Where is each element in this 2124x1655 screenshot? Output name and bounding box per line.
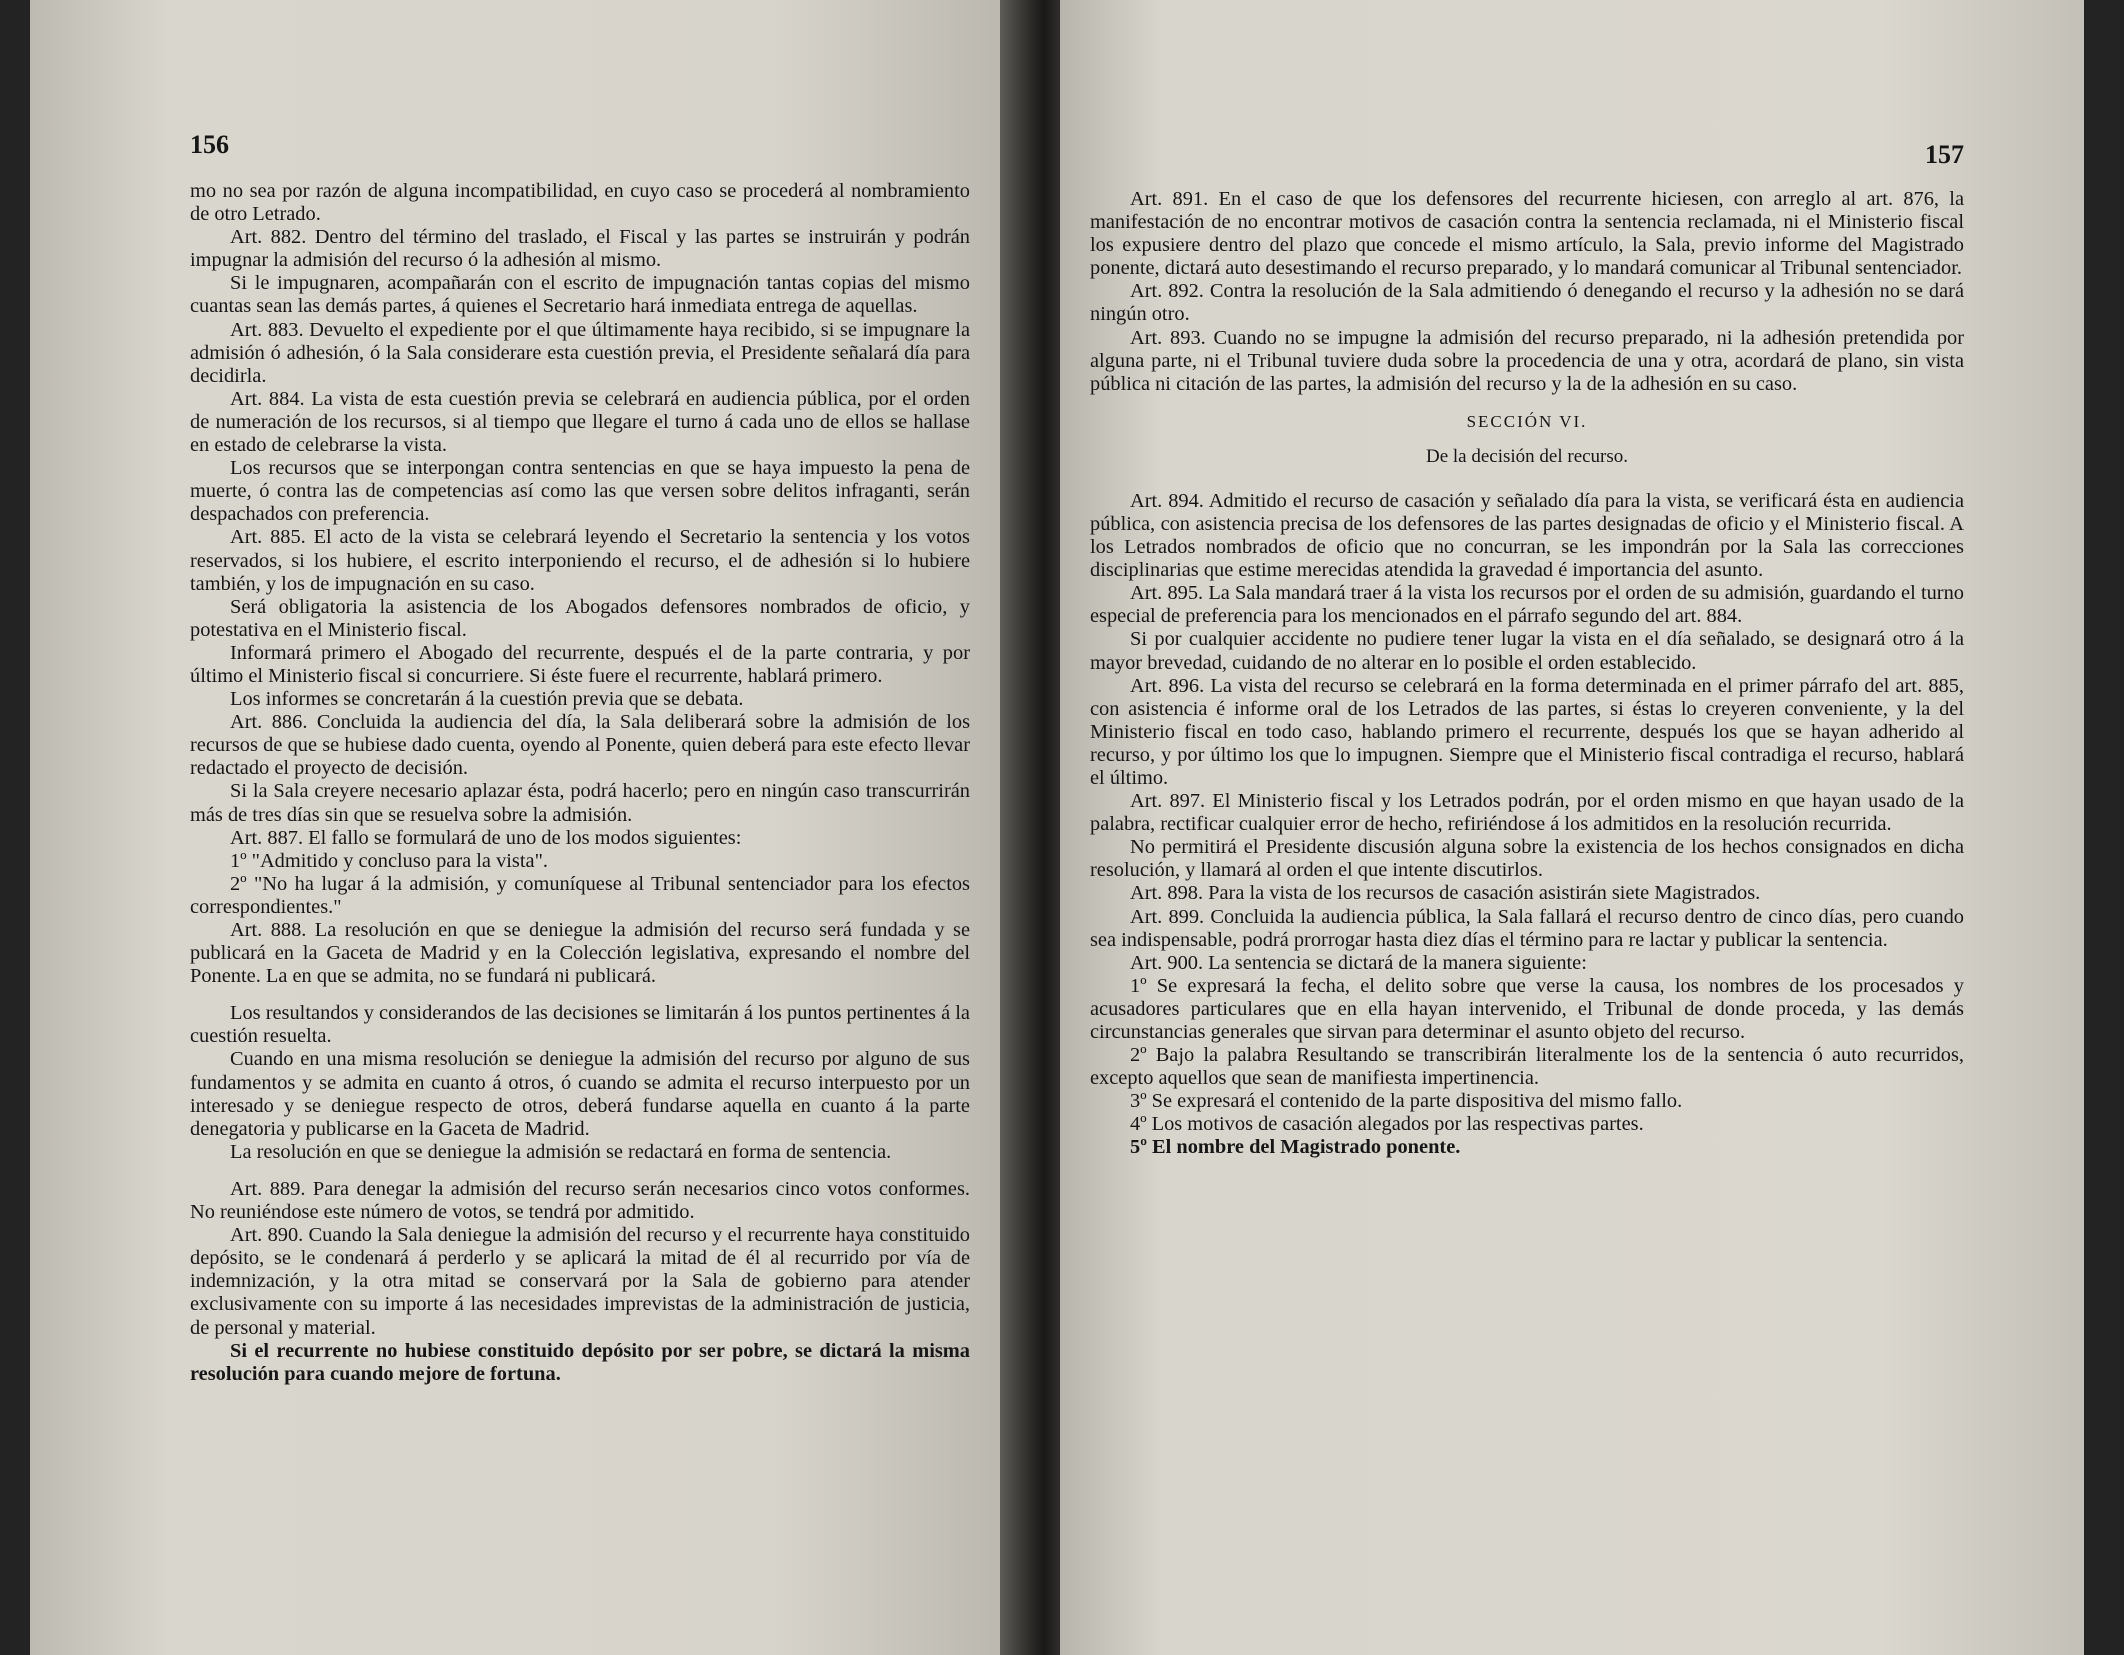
paragraph: Art. 886. Concluida la audiencia del día, la Sala deliberará sobre la admisión de los recursos de que se hubiese dado cuenta, oyendo al Ponente, quien deberá para este efecto llevar redactado el proyecto de decisión. [190,711,970,780]
paragraph: Art. 899. Concluida la audiencia pública, la Sala fallará el recurso dentro de cinco días, pero cuando sea indispensable, podrá prorrogar hasta diez días el término para re lactar y publicar la sentencia. [1090,905,1964,951]
paragraph: Art. 900. La sentencia se dictará de la manera siguiente: [1130,951,1587,974]
left-page [30,0,1020,1655]
right-page [1060,0,2084,1655]
paragraph: Art. 893. Cuando no se impugne la admisión del recurso preparado, ni la adhesión pretendida por alguna parte, ni el Tribunal tuviere duda sobre la procedencia de una y otra, acordará de plano, sin vista pública ni citación de las partes, la admisión del recurso y la de la adhesión en su caso. [1090,326,1964,395]
paragraph: Los informes se concretarán á la cuestión previa que se debata. [230,688,744,711]
paragraph: Art. 897. El Ministerio fiscal y los Letrados podrán, por el orden mismo en que hayan usado de la palabra, rectificar cualquier error de hecho, refiriéndose á los admitidos en la resolución recurrida. [1090,790,1964,836]
paragraph: 2º Bajo la palabra Resultando se transcribirán literalmente los de la sentencia ó auto recurridos, excepto aquellos que sean de manifiesta impertinencia. [1090,1044,1964,1090]
left-page-number: 156 [190,130,229,159]
paragraph: Art. 885. El acto de la vista se celebrará leyendo el Secretario la sentencia y los votos reservados, si los hubiere, el escrito interponiendo el recurso, el de adhesión si lo hubiere también, y los de impugnación en su caso. [190,526,970,595]
right-page-number: 157 [1925,140,1964,169]
paragraph: Art. 887. El fallo se formulará de uno de los modos siguientes: [230,826,742,849]
paragraph: Art. 891. En el caso de que los defensores del recurrente hiciesen, con arreglo al art. 876, la manifestación de no encontrar motivos de casación contra la sentencia reclamada, ni el Ministerio fiscal los expusiere dentro del plazo que concede el mismo artículo, la Sala, previo informe del Magistrado ponente, dictará auto desestimando el recurso preparado, y lo mandará comunicar al Tribunal sentenciador. [1090,188,1964,280]
paragraph: Cuando en una misma resolución se deniegue la admisión del recurso por alguno de sus fundamentos y se admita en cuanto á otros, ó cuando se admita el recurso interpuesto por un interesado y se deniegue respecto de otros, deberá fundarse aquella en cuanto á la parte denegatoria y publicarse en la Gaceta de Madrid. [190,1048,970,1140]
paragraph: 1º "Admitido y concluso para la vista". [230,849,549,872]
paragraph: Si le impugnaren, acompañarán con el escrito de impugnación tantas copias del mismo cuantas sean las demás partes, á quienes el Secretario hará inmediata entrega de aquellas. [190,272,970,318]
right-page-text-bottom [1090,490,1964,1160]
paragraph: Los resultandos y considerandos de las decisiones se limitarán á los puntos pertinentes á la cuestión resuelta. [190,1002,970,1048]
paragraph: 2º "No ha lugar á la admisión, y comuníquese al Tribunal sentenciador para los efectos correspondientes." [190,872,970,918]
paragraph-gap [190,1164,970,1178]
paragraph: Art. 894. Admitido el recurso de casación y señalado día para la vista, se verificará ésta en audiencia pública, con asistencia precisa de los defensores de las partes designadas de oficio y el Ministerio fiscal. A los Letrados nombrados de oficio que no concurran, se les impondrán por la Sala las correcciones disciplinarias que estime merecidas atendida la gravedad é importancia del asunto. [1090,489,1964,582]
paragraph-gap [190,988,970,1002]
paragraph: Art. 888. La resolución en que se deniegue la admisión del recurso será fundada y se publicará en la Gaceta de Madrid y en la Colección legislativa, expresando el nombre del Ponente. La en que se admita, no se fundará ni publicará. [190,919,970,988]
paragraph: Si el recurrente no hubiese constituido depósito por ser pobre, se dictará la misma resolución para cuando mejore de fortuna. [190,1339,970,1385]
paragraph: Art. 889. Para denegar la admisión del recurso serán necesarios cinco votos conformes. No reuniéndose este número de votos, se tendrá por admitido. [190,1177,970,1224]
paragraph: Art. 895. La Sala mandará traer á la vista los recursos por el orden de su admisión, guardando el turno especial de preferencia para los mencionados en el párrafo segundo del art. 884. [1090,582,1964,628]
section-heading: SECCIÓN VI. [1466,411,1588,431]
paragraph: Si la Sala creyere necesario aplazar ésta, podrá hacerlo; pero en ningún caso transcurrirán más de tres días sin que se resuelva sobre la admisión. [190,780,970,826]
paragraph: Los recursos que se interpongan contra sentencias en que se haya impuesto la pena de muerte, ó contra las de competencias así como las que versen sobre delitos infraganti, serán despachados con preferencia. [190,457,970,526]
paragraph: 5º El nombre del Magistrado ponente. [1130,1136,1461,1159]
paragraph: Art. 898. Para la vista de los recursos de casación asistirán siete Magistrados. [1130,882,1761,905]
paragraph: Art. 890. Cuando la Sala deniegue la admisión del recurso y el recurrente haya constituido depósito, se le condenará á perderlo y se aplicará la mitad de él al recurrido por vía de indemnización, y la otra mitad se conservará por la Sala de gobierno para atender exclusivamente con su importe á las necesidades imprevistas de la administración de justicia, de personal y material. [190,1224,970,1339]
paragraph: Art. 883. Devuelto el expediente por el que últimamente haya recibido, si se impugnare la admisión ó adhesión, ó la Sala considerare esta cuestión previa, el Presidente señalará día para decidirla. [190,318,970,387]
paragraph: Art. 884. La vista de esta cuestión previa se celebrará en audiencia pública, por el orden de numeración de los recursos, si al tiempo que llegare el turno á cada uno de ellos se hallase en estado de celebrarse la vista. [190,387,970,457]
paragraph: 1º Se expresará la fecha, el delito sobre que verse la causa, los nombres de los procesados y acusadores particulares que en ella hayan intervenido, el Tribunal de donde proceda, y las demás circunstancias generales que sirvan para determinar el asunto objeto del recurso. [1090,974,1964,1043]
paragraph: Informará primero el Abogado del recurrente, después el de la parte contraria, y por último el Ministerio fiscal si concurriere. Si éste fuere el recurrente, hablará primero. [190,641,970,687]
paragraph: 3º Se expresará el contenido de la parte dispositiva del mismo fallo. [1130,1090,1683,1113]
left-page-text [190,180,970,1386]
right-page-text-top [1090,188,1964,396]
paragraph: Si por cualquier accidente no pudiere tener lugar la vista en el día señalado, se designará otro á la mayor brevedad, cuidando de no alterar en lo posible el orden establecido. [1090,628,1964,674]
paragraph: mo no sea por razón de alguna incompatibilidad, en cuyo caso se procederá al nombramiento de otro Letrado. [190,180,970,226]
paragraph: Art. 882. Dentro del término del traslado, el Fiscal y las partes se instruirán y podrán impugnar la admisión del recurso ó la adhesión al mismo. [190,226,970,272]
paragraph: La resolución en que se deniegue la admisión se redactará en forma de sentencia. [230,1140,892,1163]
paragraph: Será obligatoria la asistencia de los Abogados defensores nombrados de oficio, y potestativa en el Ministerio fiscal. [190,595,970,641]
paragraph: No permitirá el Presidente discusión alguna sobre la existencia de los hechos consignados en dicha resolución, y llamará al orden el que intente discutirlos. [1090,836,1964,882]
paragraph: Art. 896. La vista del recurso se celebrará en la forma determinada en el primer párrafo del art. 885, con asistencia é informe oral de los Letrados de las partes, si éstas lo creyeren conveniente, y la del Ministerio fiscal en todo caso, hablando primero el recurrente, después los que se hayan adherido al recurso, y por último los que lo impugnen. Siempre que el Ministerio fiscal contradiga el recurso, hablará el último. [1090,674,1964,789]
section-subheading: De la decisión del recurso. [1425,445,1629,467]
paragraph: Art. 892. Contra la resolución de la Sala admitiendo ó denegando el recurso y la adhesión no se dará ningún otro. [1090,280,1964,326]
paragraph: 4º Los motivos de casación alegados por las respectivas partes. [1130,1113,1644,1136]
